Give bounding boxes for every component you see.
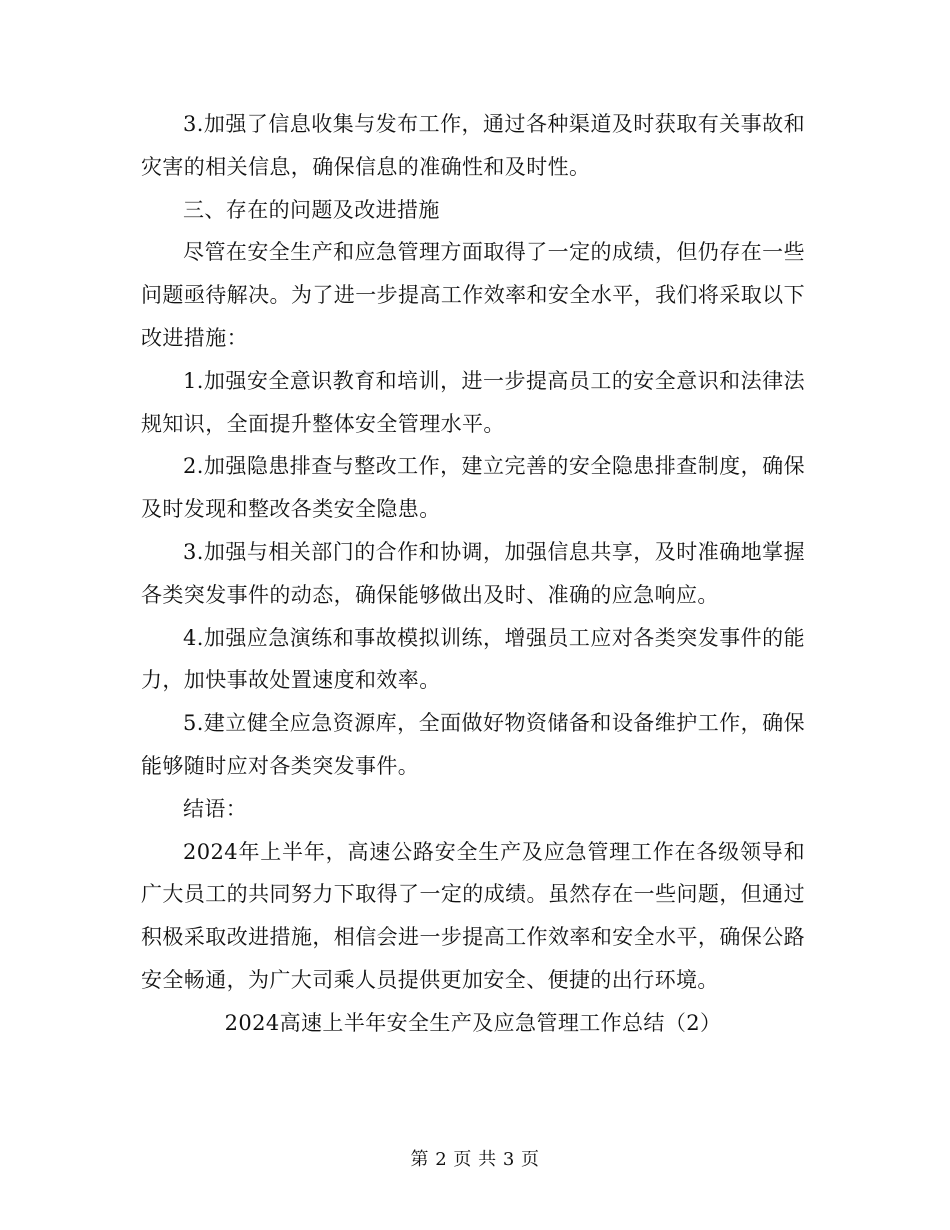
paragraph-measure-1: 1.加强安全意识教育和培训，进一步提高员工的安全意识和法律法规知识，全面提升整体安全管理水平。 [141, 368, 805, 436]
paragraph-measure-3: 3.加强与相关部门的合作和协调，加强信息共享，及时准确地掌握各类突发事件的动态，确保能够做出及时、准确的应急响应。 [141, 539, 805, 607]
paragraph-conclusion: 2024年上半年，高速公路安全生产及应急管理工作在各级领导和广大员工的共同努力下取得了一定的成绩。虽然存在一些问题，但通过积极采取改进措施，相信会进一步提高工作效率和安全水平，确保公路安全畅通，为广大司乘人员提供更加安全、便捷的出行环境。 [141, 839, 805, 992]
paragraph-measure-2: 2.加强隐患排查与整改工作，建立完善的安全隐患排查制度，确保及时发现和整改各类安全隐患。 [141, 454, 805, 522]
document-title: 2024高速上半年安全生产及应急管理工作总结（2） [224, 1010, 722, 1035]
document-body [141, 103, 805, 1045]
paragraph-measure-5: 5.建立健全应急资源库，全面做好物资储备和设备维护工作，确保能够随时应对各类突发事件。 [141, 711, 805, 778]
paragraph-intro-measures: 尽管在安全生产和应急管理方面取得了一定的成绩，但仍存在一些问题亟待解决。为了进一步提高工作效率和安全水平，我们将采取以下改进措施： [141, 240, 805, 350]
paragraph-measure-4: 4.加强应急演练和事故模拟训练，增强员工应对各类突发事件的能力，加快事故处置速度和效率。 [141, 625, 805, 693]
paragraph-item-3-info: 3.加强了信息收集与发布工作，通过各种渠道及时获取有关事故和灾害的相关信息，确保信息的准确性和及时性。 [141, 112, 805, 179]
page-footer: 第 2 页 共 3 页 [410, 1149, 540, 1170]
section-heading-conclusion: 结语： [183, 796, 248, 821]
section-heading-problems: 三、存在的问题及改进措施 [183, 197, 440, 222]
